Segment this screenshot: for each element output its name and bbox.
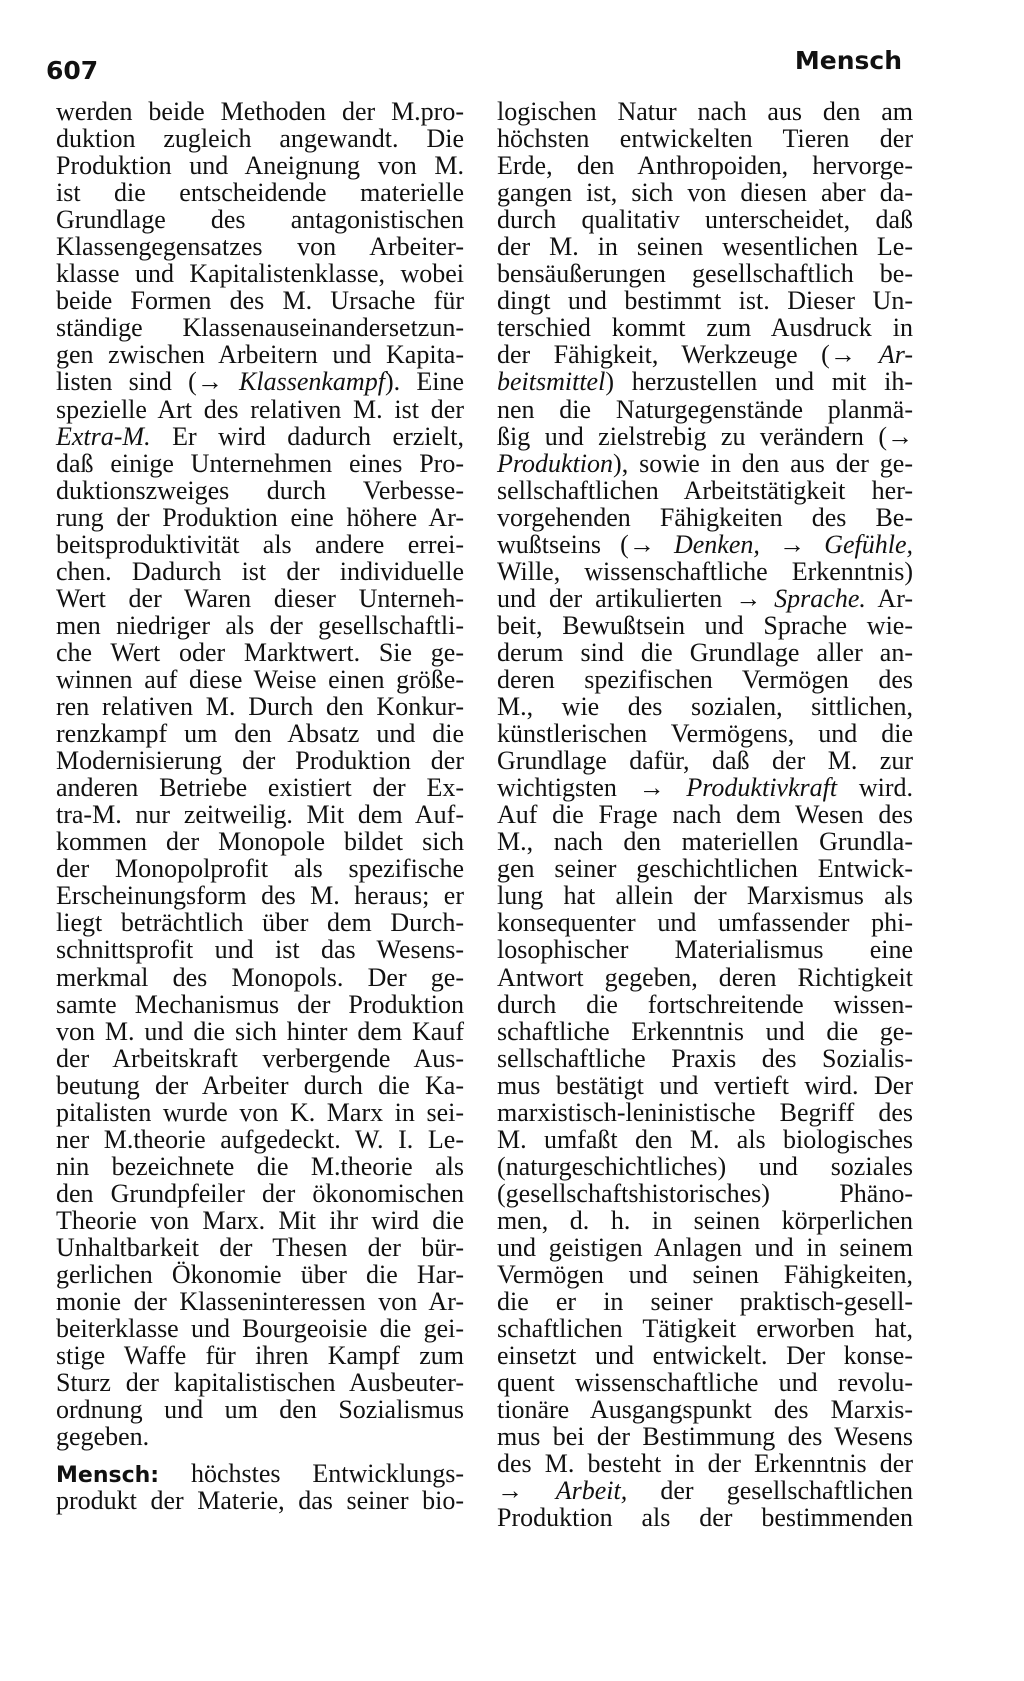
text-line — [56, 368, 464, 395]
text-line: Auf die Frage nach dem Wesen des — [497, 800, 913, 830]
text-segment: ) herzustellen und mit ih- — [605, 367, 913, 397]
text-line: M., nach den materiellen Grundla- — [497, 827, 913, 857]
text-line: samte Mechanismus der Produktion — [56, 989, 464, 1019]
running-head: Mensch — [794, 46, 902, 75]
text-segment: der Fähigkeit, Werkzeuge ( — [497, 340, 830, 370]
text-line: gen seiner geschichtlichen Entwick- — [497, 854, 913, 884]
text-line: logischen Natur nach aus den am — [497, 97, 913, 126]
text-line: klasse und Kapitalistenklasse, wobei — [56, 259, 464, 289]
text-line — [497, 774, 913, 801]
text-line: terschied kommt zum Ausdruck in — [497, 313, 913, 343]
text-line: beutung der Arbeiter durch die Ka- — [56, 1070, 464, 1100]
text-line: monie der Klasseninteressen von Ar- — [56, 1287, 464, 1317]
text-line — [497, 1477, 913, 1504]
text-line: Grundlage dafür, daß der M. zur — [497, 746, 913, 776]
text-segment: der gesellschaftlichen — [627, 1476, 913, 1506]
text-line: die er in seiner praktisch-gesell- — [497, 1287, 913, 1317]
text-line: beide Formen des M. Ursache für — [56, 286, 464, 316]
text-line: der Arbeitskraft verbergende Aus- — [56, 1043, 464, 1073]
text-line: losophischer Materialismus eine — [497, 935, 913, 965]
text-line: sellschaftliche Praxis des Sozialis- — [497, 1043, 913, 1073]
text-line: der M. in seinen wesentlichen Le- — [497, 232, 913, 262]
text-line: bensäußerungen gesellschaftlich be- — [497, 259, 913, 289]
text-line: gegeben. — [56, 1422, 150, 1452]
cross-reference: → Produktivkraft — [638, 773, 838, 803]
text-line: einsetzt und entwickelt. Der konse- — [497, 1341, 913, 1371]
text-line — [497, 585, 913, 612]
text-line — [497, 531, 913, 558]
text-line: schaftliche Erkenntnis und die ge- — [497, 1016, 913, 1046]
text-segment: und der artikulierten — [497, 583, 736, 613]
text-line: der Monopolprofit als spezifische — [56, 854, 464, 884]
text-line: von M. und die sich hinter dem Kauf — [56, 1016, 464, 1046]
text-segment: ), sowie in den aus der ge- — [613, 448, 913, 478]
text-line: schnittsprofit und ist das Wesens- — [56, 935, 464, 965]
text-segment: höchstes Entwicklungs- — [159, 1459, 464, 1489]
text-segment: ). Eine — [384, 367, 464, 397]
text-line: kommen der Monopole bildet sich — [56, 827, 464, 857]
text-line: spezielle Art des relativen M. ist der — [56, 394, 464, 424]
text-line: marxistisch-leninistische Begriff des — [497, 1097, 913, 1127]
text-line: gerlichen Ökonomie über die Har- — [56, 1260, 464, 1290]
text-line — [56, 423, 464, 450]
text-segment: Er wird dadurch erzielt, — [150, 421, 464, 451]
text-line: durch die fortschreitende wissen- — [497, 989, 913, 1019]
text-line: ständige Klassenauseinandersetzun- — [56, 313, 464, 343]
cross-reference: Produktion — [497, 448, 614, 478]
entry-headword: Mensch: — [56, 1463, 160, 1489]
text-line: den Grundpfeiler der ökonomischen — [56, 1178, 464, 1208]
text-line: Antwort gegeben, deren Richtigkeit — [497, 962, 913, 992]
cross-reference: → Arbeit, — [497, 1476, 628, 1506]
text-line: Modernisierung der Produktion der — [56, 746, 464, 776]
text-line: sellschaftlichen Arbeitstätigkeit her- — [497, 475, 913, 505]
text-line: Vermögen und seinen Fähigkeiten, — [497, 1260, 913, 1290]
text-line: werden beide Methoden der M.pro- — [56, 97, 464, 126]
left-column — [56, 98, 464, 1514]
text-line: Produktion als der bestimmenden — [497, 1503, 913, 1533]
text-line: duktion zugleich angewandt. Die — [56, 124, 464, 154]
text-line: Wert der Waren dieser Unterneh- — [56, 583, 464, 613]
text-line: derum sind die Grundlage aller an- — [497, 637, 913, 667]
text-line: tionäre Ausgangspunkt des Marxis- — [497, 1395, 913, 1425]
text-line: (naturgeschichtliches) und soziales — [497, 1151, 913, 1181]
text-line: Sturz der kapitalistischen Ausbeuter- — [56, 1368, 464, 1398]
text-segment: wichtigsten — [497, 773, 639, 803]
cross-reference: → Ar- — [829, 340, 913, 370]
text-line: gen zwischen Arbeitern und Kapita- — [56, 340, 464, 370]
text-line: nen die Naturgegenstände planmä- — [497, 394, 913, 424]
text-segment: listen sind ( — [56, 367, 197, 397]
text-segment: wußtseins ( — [497, 529, 629, 559]
text-line: beit, Bewußtsein und Sprache wie- — [497, 610, 913, 640]
text-line: (gesellschaftshistorisches) Phäno- — [497, 1178, 913, 1208]
text-line: Erscheinungsform des M. heraus; er — [56, 881, 464, 911]
text-line: rung der Produktion eine höhere Ar- — [56, 502, 464, 532]
text-line: konsequenter und umfassender phi- — [497, 908, 913, 938]
text-line: chen. Dadurch ist der individuelle — [56, 556, 464, 586]
text-line: deren spezifischen Vermögen des — [497, 664, 913, 694]
text-line — [497, 450, 913, 477]
text-line: men niedriger als der gesellschaftli- — [56, 610, 464, 640]
text-line: beiterklasse und Bourgeoisie die gei- — [56, 1314, 464, 1344]
cross-reference: Extra-M. — [56, 421, 151, 451]
text-line: Erde, den Anthropoiden, hervorge- — [497, 151, 913, 181]
text-line: schaftlichen Tätigkeit erworben hat, — [497, 1314, 913, 1344]
text-line: liegt beträchtlich über dem Durch- — [56, 908, 464, 938]
text-line: winnen auf diese Weise einen größe- — [56, 664, 464, 694]
text-line: Wille, wissenschaftliche Erkenntnis) — [497, 556, 913, 586]
text-line: beitsproduktivität als andere errei- — [56, 529, 464, 559]
text-line: anderen Betriebe existiert der Ex- — [56, 773, 464, 803]
text-line: dingt und bestimmt ist. Dieser Un- — [497, 286, 913, 316]
text-line: ren relativen M. Durch den Konkur- — [56, 692, 464, 722]
text-line: che Wert oder Marktwert. Sie ge- — [56, 637, 464, 667]
cross-reference: → Sprache. — [735, 583, 866, 613]
text-line: Grundlage des antagonistischen — [56, 205, 464, 235]
text-line: höchsten entwickelten Tieren der — [497, 124, 913, 154]
text-line: und geistigen Anlagen und in seinem — [497, 1232, 913, 1262]
text-line: ist die entscheidende materielle — [56, 178, 464, 208]
text-line — [497, 341, 913, 368]
text-line: lung hat allein der Marxismus als — [497, 881, 913, 911]
text-line: stige Waffe für ihren Kampf zum — [56, 1341, 464, 1371]
text-line: tra-M. nur zeitweilig. Mit dem Auf- — [56, 800, 464, 830]
text-line: künstlerischen Vermögens, und die — [497, 719, 913, 749]
text-line: mus bei der Bestimmung des Wesens — [497, 1422, 913, 1452]
text-line: men, d. h. in seinen körperlichen — [497, 1205, 913, 1235]
text-line — [56, 1460, 464, 1487]
text-line: Produktion und Aneignung von M. — [56, 151, 464, 181]
text-line: ner M.theorie aufgedeckt. W. I. Le- — [56, 1124, 464, 1154]
cross-reference: → Denken, → Gefühle, — [628, 529, 913, 559]
cross-reference: beitsmittel — [497, 367, 606, 397]
text-line: Unhaltbarkeit der Thesen der bür- — [56, 1232, 464, 1262]
text-line: vorgehenden Fähigkeiten des Be- — [497, 502, 913, 532]
text-segment: Ar- — [865, 583, 913, 613]
text-line: pitalisten wurde von K. Marx in sei- — [56, 1097, 464, 1127]
text-line: nin bezeichnete die M.theorie als — [56, 1151, 464, 1181]
text-line: gangen ist, sich von diesen aber da- — [497, 178, 913, 208]
text-line: ßig und zielstrebig zu verändern (→ — [497, 421, 913, 451]
right-column — [497, 98, 913, 1531]
page-number: 607 — [46, 56, 99, 85]
text-line: durch qualitativ unterscheidet, daß — [497, 205, 913, 235]
text-line — [497, 368, 913, 395]
text-line: Theorie von Marx. Mit ihr wird die — [56, 1205, 464, 1235]
text-line: quent wissenschaftliche und revolu- — [497, 1368, 913, 1398]
text-line: mus bestätigt und vertieft wird. Der — [497, 1070, 913, 1100]
text-line: renzkampf um den Absatz und die — [56, 719, 464, 749]
text-line: M., wie des sozialen, sittlichen, — [497, 692, 913, 722]
text-line: des M. besteht in der Erkenntnis der — [497, 1449, 913, 1479]
text-line: merkmal des Monopols. Der ge- — [56, 962, 464, 992]
text-line: daß einige Unternehmen eines Pro- — [56, 448, 464, 478]
cross-reference: → Klassenkampf — [196, 367, 385, 397]
text-segment: wird. — [837, 773, 913, 803]
text-line: produkt der Materie, das seiner bio- — [56, 1486, 464, 1516]
text-line: duktionszweiges durch Verbesse- — [56, 475, 464, 505]
text-line: M. umfaßt den M. als biologisches — [497, 1124, 913, 1154]
text-line: ordnung und um den Sozialismus — [56, 1395, 464, 1425]
text-line: Klassengegensatzes von Arbeiter- — [56, 232, 464, 262]
